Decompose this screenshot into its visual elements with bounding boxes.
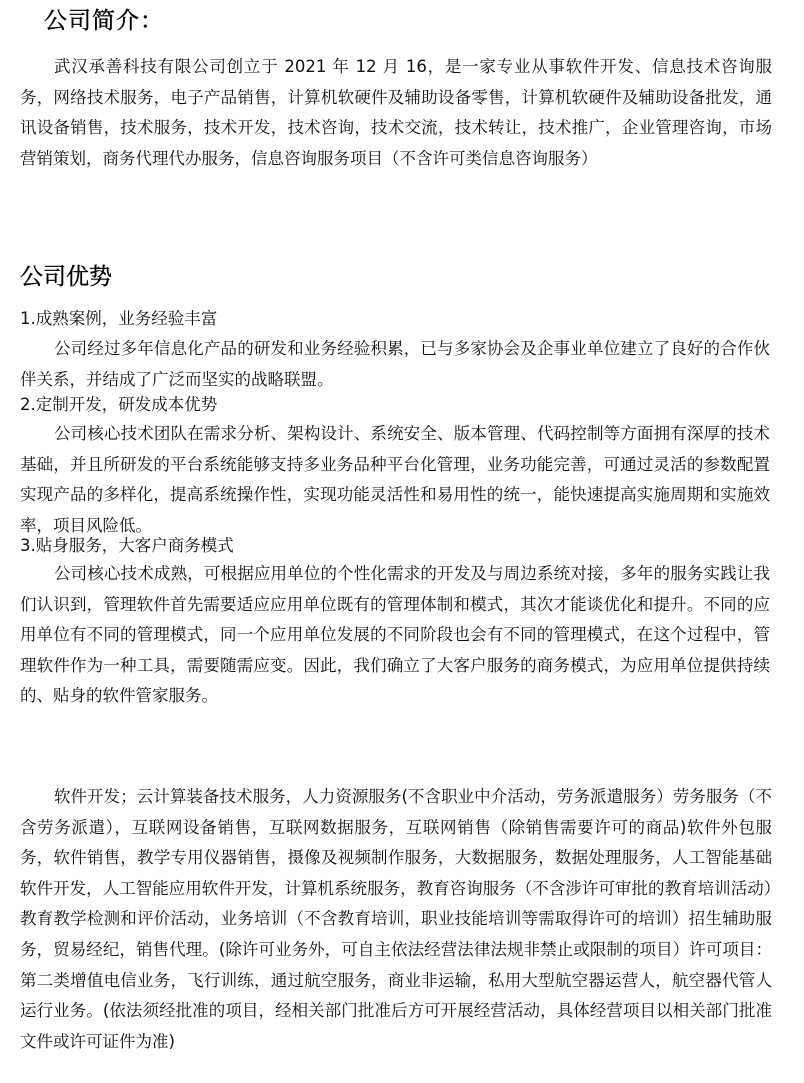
business-scope-paragraph: 软件开发；云计算装备技术服务，人力资源服务(不含职业中介活动，劳务派遣服务）劳务服务（不含劳务派遣），互联网设备销售，互联网数据服务，互联网销售（除销售需要许可的商品)软件外包服务，软件销售，教学专用仪器销售，摄像及视频制作服务，大数据服务，数据处理服务，人工智能基础软件开发，人工智能应用软件开发，计算机系统服务，教育咨询服务（不含涉许可审批的教育培训活动）教育教学检测和评价活动，业务培训（不含教育培训，职业技能培训等需取得许可的培训）招生辅助服务，贸易经纪，销售代理。(除许可业务外，可自主依法经营法律法规非禁止或限制的项目）许可项目：第二类增值电信业务，飞行训练，通过航空服务，商业非运输，私用大型航空器运营人，航空器代管人运行业务。(依法须经批准的项目，经相关部门批准后方可开展经营活动，具体经营项目以相关部门批准文件或许可证件为准) <box>20 787 772 1051</box>
advantage-3-text: 公司核心技术成熟，可根据应用单位的个性化需求的开发及与周边系统对接，多年的服务实践让我们认识到，管理软件首先需要适应应用单位既有的管理体制和模式，其次才能谈优化和提升。不同的应用单位有不同的管理模式，同一个应用单位发展的不同阶段也会有不同的管理模式，在这个过程中，管理软件作为一种工具，需要随需应变。因此，我们确立了大客户服务的商务模式，为应用单位提供持续的、贴身的软件管家服务。 <box>20 564 770 706</box>
advantage-2-text: 公司核心技术团队在需求分析、架构设计、系统安全、版本管理、代码控制等方面拥有深厚的技术基础，并且所研发的平台系统能够支持多业务品种平台化管理，业务功能完善，可通过灵活的参数配置实现产品的多样化，提高系统操作性，实现功能灵活性和易用性的统一，能快速提高实施周期和实施效率，项目风险低。 <box>20 424 770 535</box>
advantage-1-text: 公司经过多年信息化产品的研发和业务经验积累，已与多家协会及企事业单位建立了良好的合作伙伴关系，并结成了广泛而坚实的战略联盟。 <box>20 339 770 389</box>
advantage-2-title: 2.定制开发，研发成本优势 <box>20 395 218 414</box>
company-intro-heading: 公司简介： <box>44 8 164 34</box>
advantage-1-title: 1.成熟案例，业务经验丰富 <box>20 309 218 328</box>
advantage-3-title: 3.贴身服务，大客户商务模式 <box>20 536 234 555</box>
company-intro-paragraph: 武汉承善科技有限公司创立于 2021 年 12 月 16，是一家专业从事软件开发、信息技术咨询服务，网络技术服务，电子产品销售，计算机软硬件及辅助设备零售，计算机软硬件及辅助设备批发，通讯设备销售，技术服务，技术开发，技术咨询，技术交流，技术转让，技术推广，企业管理咨询，市场营销策划，商务代理代办服务，信息咨询服务项目（不含许可类信息咨询服务） <box>20 57 772 168</box>
company-advantages-heading: 公司优势 <box>20 264 112 290</box>
